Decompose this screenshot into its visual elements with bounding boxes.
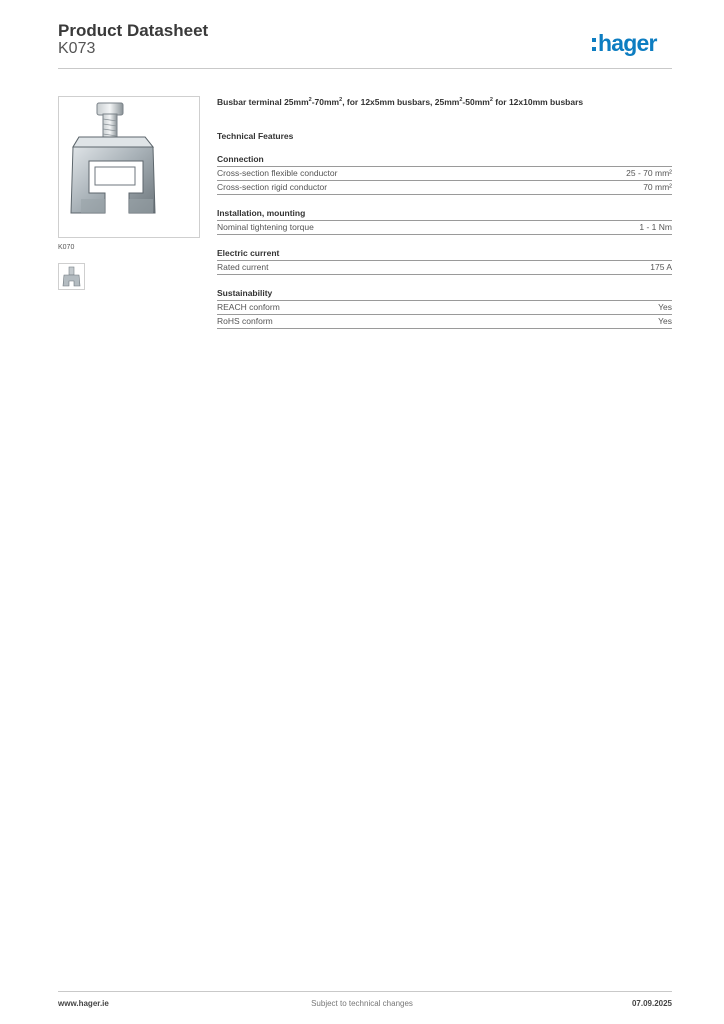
section-electric-current (217, 248, 672, 275)
spec-row (217, 315, 672, 329)
spec-value: 1 - 1 Nm (639, 222, 672, 232)
spec-value: 70 mm² (643, 182, 672, 192)
section-installation-mounting (217, 208, 672, 235)
header-divider (58, 68, 672, 69)
section-title: Installation, mounting (217, 208, 672, 221)
spec-label: Nominal tightening torque (217, 222, 314, 232)
spec-value: Yes (658, 302, 672, 312)
section-connection (217, 154, 672, 195)
section-sustainability (217, 288, 672, 329)
spec-value: 25 - 70 mm² (626, 168, 672, 178)
section-title: Electric current (217, 248, 672, 261)
footer-website-link[interactable]: www.hager.ie (58, 999, 109, 1008)
product-description: Busbar terminal $25mm^2-70mm^2$, for 12x5mm busbars, $25mm^2-50mm^2$ for 12x10mm busbars (217, 97, 584, 107)
spec-row (217, 167, 672, 181)
logo-dots-icon (592, 38, 596, 51)
spec-label: Cross-section flexible conductor (217, 168, 338, 178)
spec-value: 175 A (650, 262, 672, 272)
logo-text: hager (598, 30, 657, 56)
spec-label: Cross-section rigid conductor (217, 182, 328, 192)
spec-value: Yes (658, 316, 672, 326)
product-code: K073 (58, 40, 96, 57)
footer-date: 07.09.2025 (631, 999, 672, 1008)
product-thumbnail[interactable] (58, 263, 85, 290)
document-title: Product Datasheet (58, 21, 209, 40)
spec-row (217, 221, 672, 235)
hager-logo (592, 30, 657, 56)
footer-divider (58, 991, 672, 992)
spec-row (217, 181, 672, 195)
product-image (58, 96, 200, 238)
footer-notice: Subject to technical changes (311, 999, 413, 1008)
spec-label: Rated current (217, 262, 269, 272)
spec-row (217, 261, 672, 275)
spec-label: REACH conform (217, 302, 280, 312)
technical-features-heading: Technical Features (217, 131, 294, 141)
section-title: Sustainability (217, 288, 672, 301)
content-panel (217, 96, 672, 329)
section-title: Connection (217, 154, 672, 167)
spec-label: RoHS conform (217, 316, 273, 326)
spec-row (217, 301, 672, 315)
image-caption: K070 (58, 244, 75, 251)
